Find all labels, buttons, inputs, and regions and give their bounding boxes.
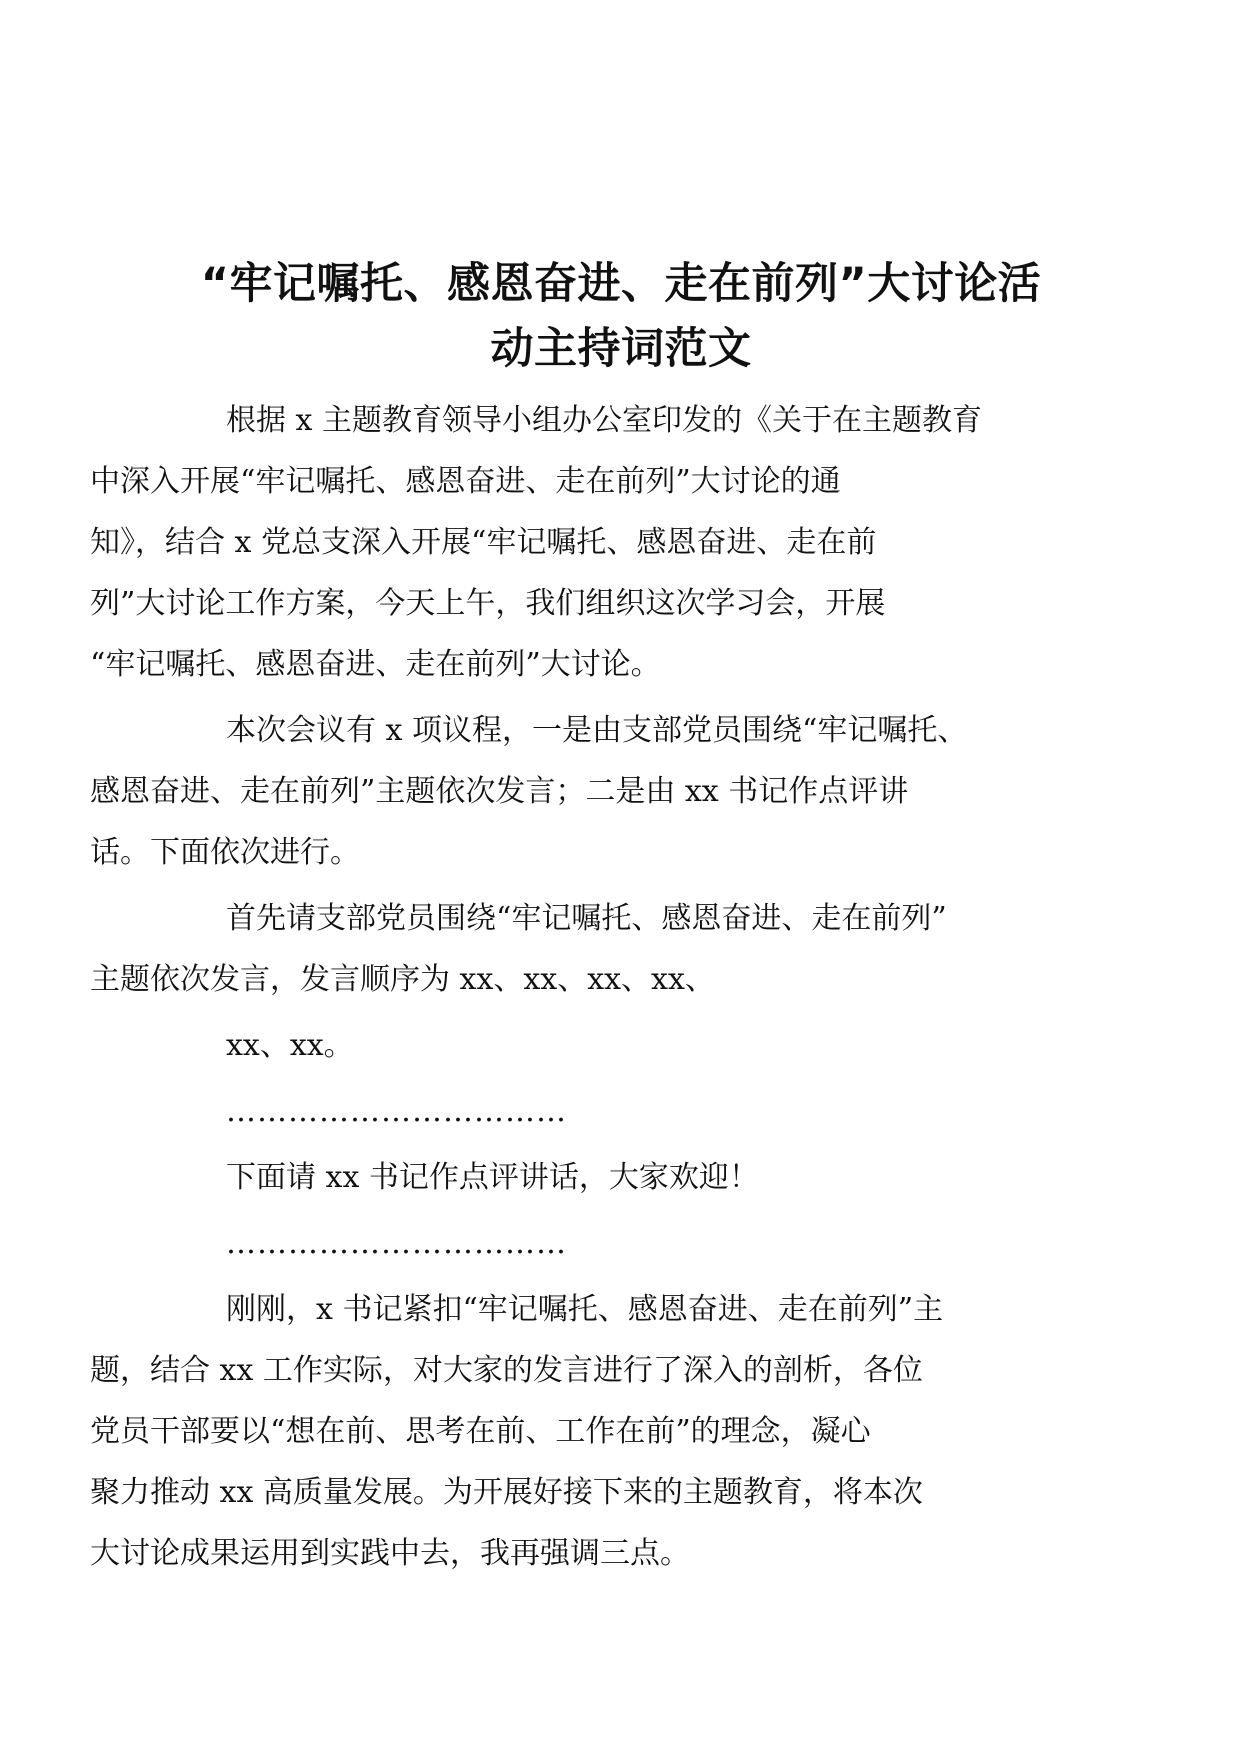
ellipsis-separator-2: …………………………… [226,1226,567,1261]
text-line: 列”大讨论工作方案，今天上午，我们组织这次学习会，开展 [90,586,886,621]
text-line: 根据 x 主题教育领导小组办公室印发的《关于在主题教育 [226,403,982,438]
text-line: 中深入开展“牢记嘱托、感恩奋进、走在前列”大讨论的通 [90,464,841,499]
text-line: “牢记嘱托、感恩奋进、走在前列”大讨论。 [90,647,661,682]
paragraph-summary [90,1279,1084,1584]
text-line: 知》，结合 x 党总支深入开展“牢记嘱托、感恩奋进、走在前 [90,525,877,560]
text-line: 话。下面依次进行。 [90,835,360,870]
text-line: 大讨论成果运用到实践中去，我再强调三点。 [90,1536,690,1571]
text-line: 题，结合 xx 工作实际，对大家的发言进行了深入的剖析，各位 [90,1353,923,1388]
title-line-2: 动主持词范文 [490,324,752,374]
text-line: 党员干部要以“想在前、思考在前、工作在前”的理念，凝心 [90,1414,871,1449]
text-line: 刚刚，x 书记紧扣“牢记嘱托、感恩奋进、走在前列”主 [226,1292,944,1327]
text-line: 感恩奋进、走在前列”主题依次发言；二是由 xx 书记作点评讲 [90,774,909,809]
title-line-1: “牢记嘱托、感恩奋进、走在前列”大讨论活 [200,259,1042,309]
paragraph-background [90,390,1084,695]
text-line: 聚力推动 xx 高质量发展。为开展好接下来的主题教育，将本次 [90,1475,923,1510]
speaker-order-tail: xx、xx。 [226,1028,354,1063]
text-line: 主题依次发言，发言顺序为 xx、xx、xx、xx、 [90,962,715,997]
invitation-line: 下面请 xx 书记作点评讲话，大家欢迎！ [226,1160,759,1195]
paragraph-agenda [90,700,1084,883]
ellipsis-separator-1: …………………………… [226,1094,567,1129]
text-line: 本次会议有 x 项议程，一是由支部党员围绕“牢记嘱托、 [226,713,968,748]
paragraph-speakers [90,888,1084,1010]
document-page [90,252,1084,1589]
document-title [158,252,1084,382]
text-line: 首先请支部党员围绕“牢记嘱托、感恩奋进、走在前列” [226,901,947,936]
